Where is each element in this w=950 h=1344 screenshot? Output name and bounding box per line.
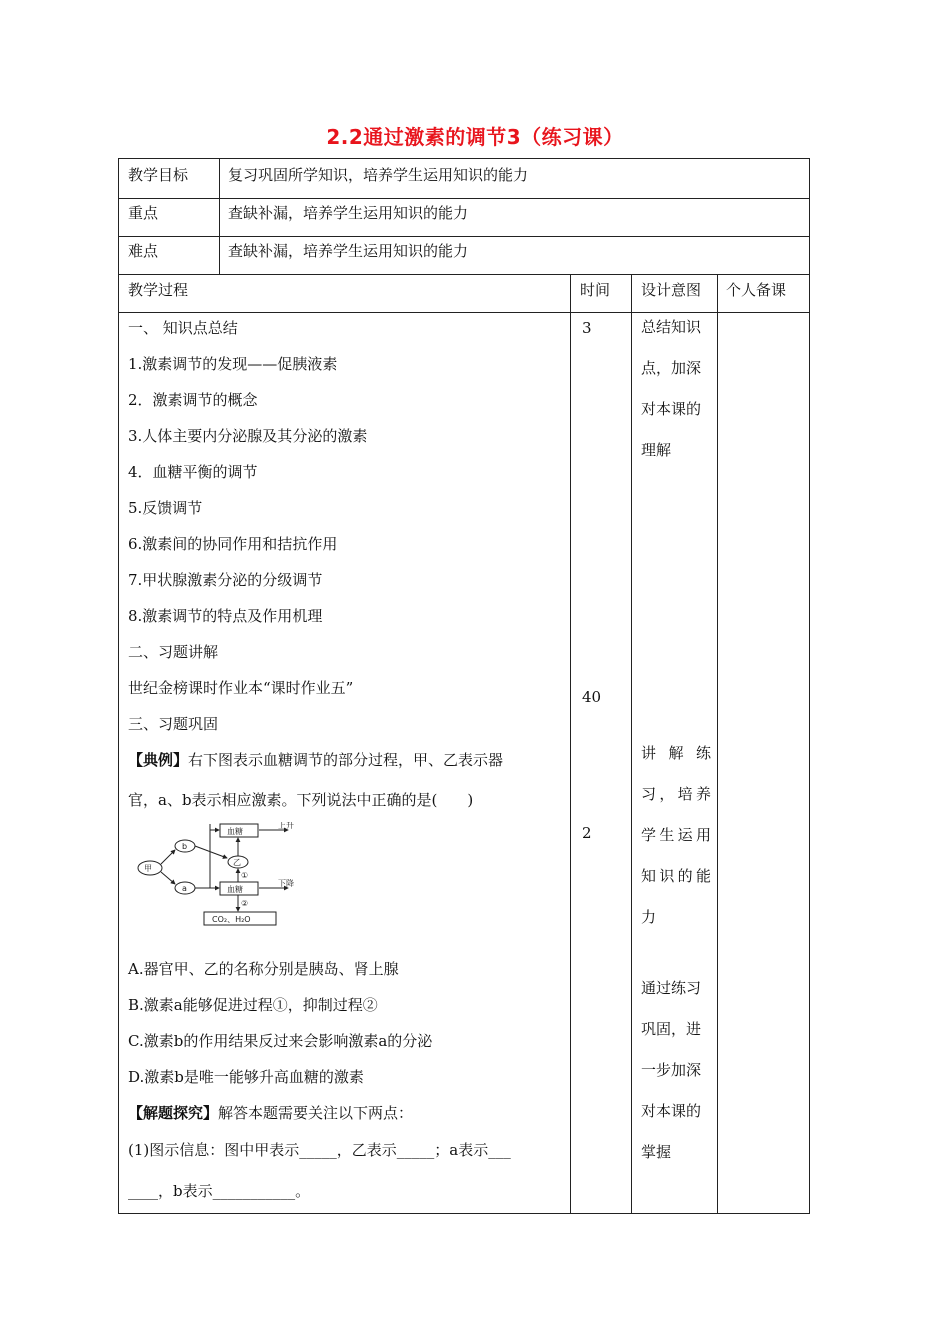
section-heading: 一、 知识点总结 [128,319,238,337]
step-2-label: ② [241,899,249,908]
col-divider [631,274,632,1214]
intent-text: 总结知识点，加深对本课的理解 [641,318,702,459]
blood-sugar-box-top: 血糖 [227,827,243,836]
key-value: 查缺补漏，培养学生运用知识的能力 [228,204,469,222]
organ-jia-label: 甲 [144,864,152,873]
goal-value: 复习巩固所学知识，培养学生运用知识的能力 [228,166,529,184]
time-header: 时间 [580,281,611,299]
time-value: 40 [582,688,602,706]
row-divider [118,198,810,199]
col-divider [570,274,571,1214]
page-title: 2.2通过激素的调节3（练习课） [326,125,624,149]
analysis-intro [128,1103,413,1123]
intent-text: 通过练习巩固，进一步加深对本课的掌握 [641,979,702,1161]
example-question [128,750,503,770]
option-a: A.器官甲、乙的名称分别是胰岛、肾上腺 [128,960,399,978]
time-value: 3 [582,319,592,337]
section-heading: 三、习题巩固 [128,715,219,733]
section-heading: 二、习题讲解 [128,643,219,661]
list-item: 7.甲状腺激素分泌的分级调节 [128,571,323,589]
list-item: 5.反馈调节 [128,499,203,517]
homework-reference: 世纪金榜课时作业本“课时作业五” [128,679,354,697]
blood-sugar-diagram [128,822,303,928]
organ-yi-label: 乙 [233,858,241,867]
option-c: C.激素b的作用结果反过来会影响激素a的分泌 [128,1032,433,1050]
col-divider [717,274,718,1214]
hormone-a-label: a [182,884,187,893]
list-item: 3.人体主要内分泌腺及其分泌的激素 [128,427,368,445]
notes-header: 个人备课 [726,281,787,299]
row-divider [118,236,810,237]
row-divider [118,274,810,275]
key-label: 重点 [128,204,159,222]
difficulty-label: 难点 [128,242,159,260]
products-label: CO₂、H₂O [212,915,251,924]
option-d: D.激素b是唯一能够升高血糖的激素 [128,1068,364,1086]
example-line-2: 官，a、b表示相应激素。下列说法中正确的是( ) [128,791,474,809]
process-header: 教学过程 [128,281,189,299]
option-b: B.激素a能够促进过程①，抑制过程② [128,996,378,1014]
list-item: 1.激素调节的发现——促胰液素 [128,355,338,373]
fill-blank-line-1: (1)图示信息：图中甲表示_____，乙表示_____；a表示___ [128,1141,511,1159]
list-item: 4．血糖平衡的调节 [128,463,258,481]
time-value: 2 [582,824,592,842]
analysis-tag: 【解题探究】 [128,1104,219,1122]
fill-blank-line-2: ____，b表示___________。 [128,1182,311,1200]
goal-label: 教学目标 [128,166,189,184]
example-line-1: 右下图表示血糖调节的部分过程，甲、乙表示器 [188,751,504,769]
difficulty-value: 查缺补漏，培养学生运用知识的能力 [228,242,469,260]
step-1-label: ① [241,871,249,880]
rise-label: 上升 [278,822,294,830]
intent-header: 设计意图 [641,281,702,299]
col-divider [219,158,220,274]
blood-sugar-box-bottom: 血糖 [227,885,243,894]
example-tag: 【典例】 [128,751,189,769]
analysis-text: 解答本题需要关注以下两点： [218,1104,414,1122]
hormone-b-label: b [182,842,188,851]
fall-label: 下降 [278,879,294,888]
intent-text: 讲解练习，培养学生运用知识的能力 [641,744,711,926]
list-item: 8.激素调节的特点及作用机理 [128,607,323,625]
list-item: 6.激素间的协同作用和拮抗作用 [128,535,338,553]
list-item: 2．激素调节的概念 [128,391,258,409]
